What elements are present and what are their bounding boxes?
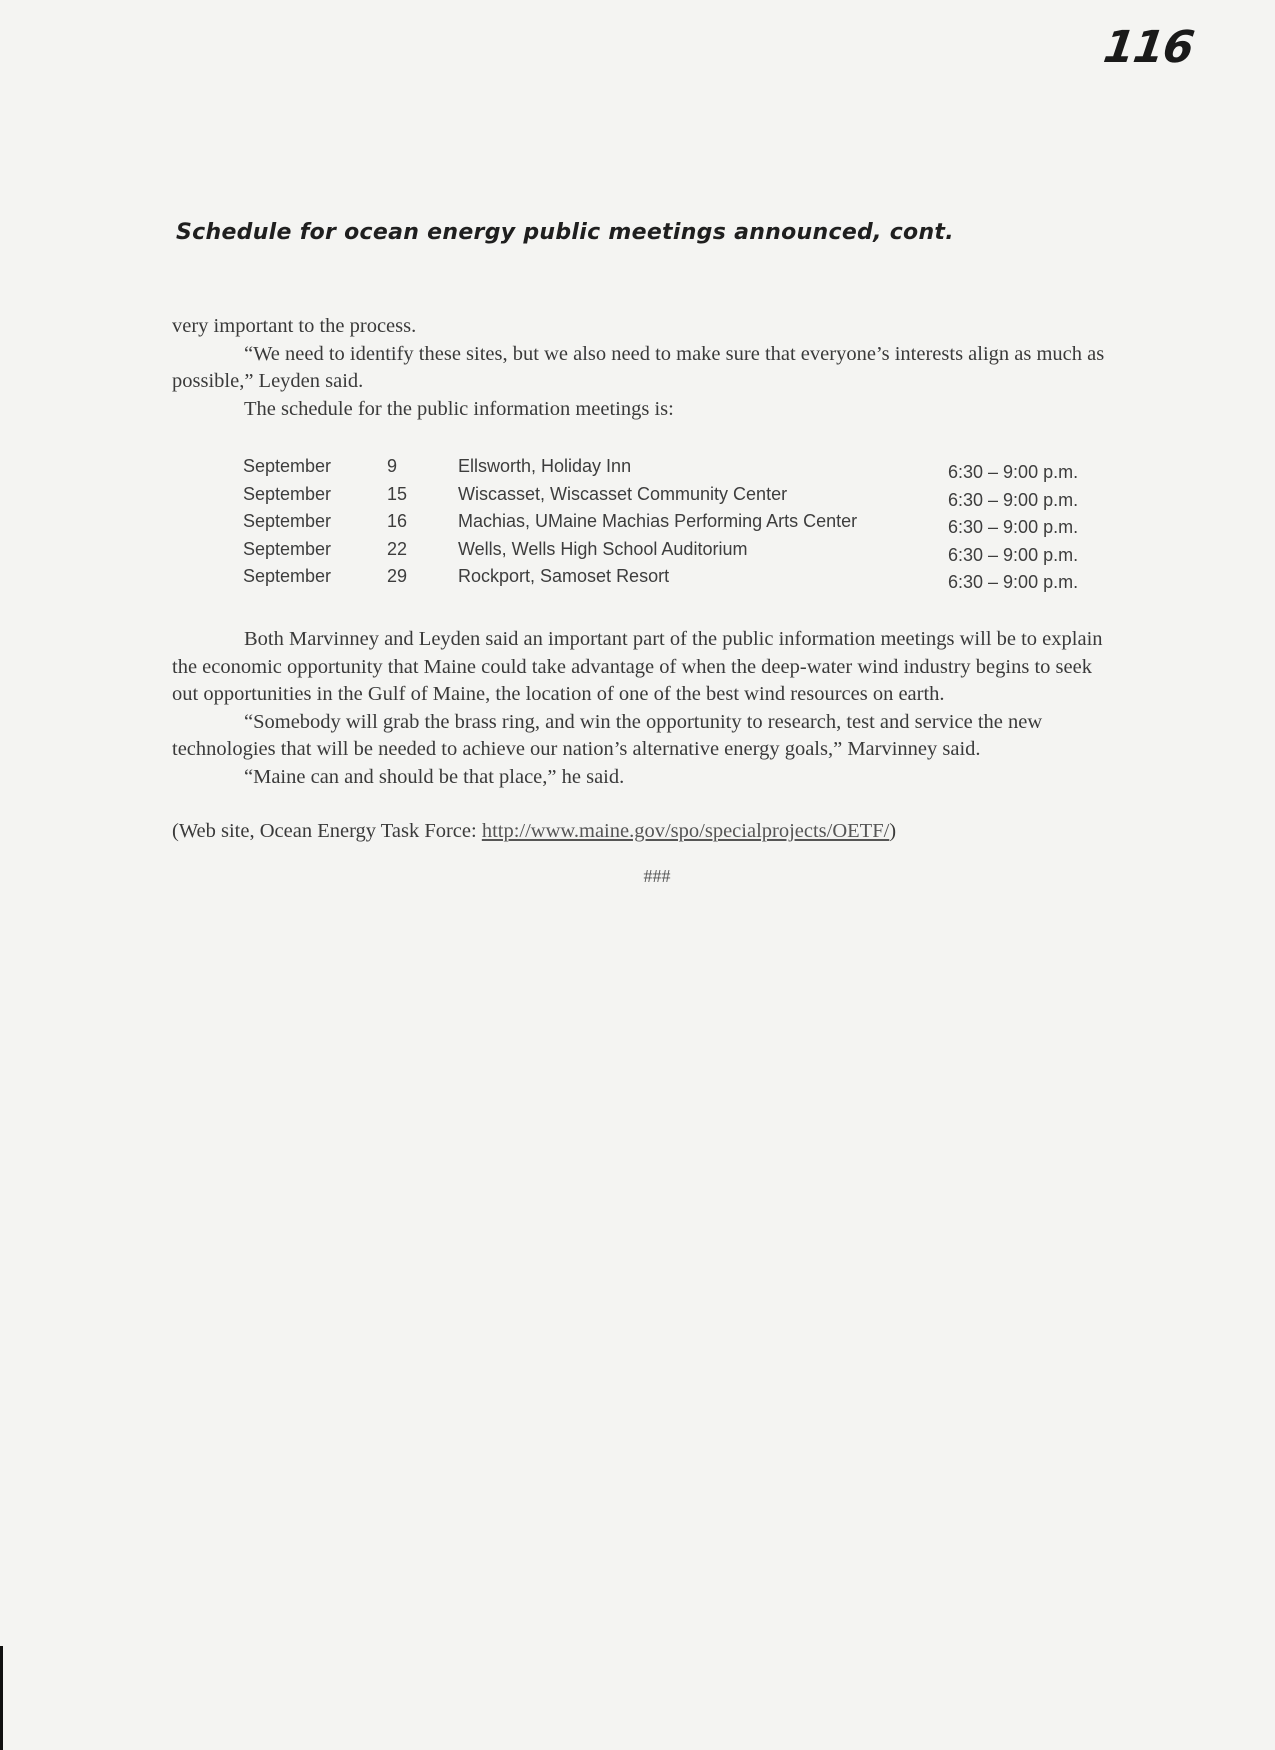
- schedule-row: [243, 539, 1093, 567]
- schedule-time: 6:30 – 9:00 p.m.: [948, 489, 1079, 510]
- schedule-location: Ellsworth, Holiday Inn: [458, 456, 632, 476]
- schedule-location: Wiscasset, Wiscasset Community Center: [458, 483, 788, 504]
- schedule-day: 9: [387, 456, 398, 476]
- schedule-location: Machias, UMaine Machias Performing Arts Center: [458, 511, 858, 531]
- article-body-top: [172, 313, 1122, 423]
- meeting-schedule: [243, 456, 1093, 594]
- spacer: [172, 791, 1122, 818]
- schedule-month: September: [243, 566, 332, 586]
- paragraph: “We need to identify these sites, but we also need to make sure that everyone’s interests align as much as possible,” Leyden said.: [172, 342, 1105, 392]
- paragraph: The schedule for the public information meetings is:: [244, 397, 674, 420]
- web-site-prefix: (Web site, Ocean Energy Task Force:: [172, 820, 482, 842]
- schedule-day: 15: [387, 483, 408, 504]
- schedule-time: 6:30 – 9:00 p.m.: [948, 572, 1079, 592]
- paragraph: “Somebody will grab the brass ring, and win the opportunity to research, test and service the new technologies that will be needed to achieve our nation’s alternative energy goals,” Marvinney said.: [172, 710, 1043, 760]
- article-heading: Schedule for ocean energy public meetings announced, cont.: [176, 220, 954, 245]
- paragraph: Both Marvinney and Leyden said an important part of the public information meetings will be to explain the economic opportunity that Maine could take advantage of when the deep-water wind industry begins to seek out opportunities in the Gulf of Maine, the location of one of the best wind resources on earth.: [172, 628, 1103, 705]
- schedule-day: 22: [387, 538, 408, 559]
- schedule-location: Rockport, Samoset Resort: [458, 566, 670, 586]
- schedule-day: 16: [387, 511, 408, 531]
- schedule-row: [243, 484, 1093, 512]
- end-mark: ###: [643, 865, 671, 886]
- schedule-row: [243, 566, 1093, 594]
- schedule-location: Wells, Wells High School Auditorium: [458, 538, 748, 559]
- schedule-time: 6:30 – 9:00 p.m.: [948, 544, 1079, 565]
- schedule-month: September: [243, 483, 332, 504]
- web-site-line: [172, 818, 1122, 846]
- schedule-month: September: [243, 511, 332, 531]
- schedule-row: [243, 456, 1093, 484]
- web-site-suffix: ): [889, 820, 897, 842]
- paragraph: “Maine can and should be that place,” he said.: [244, 765, 625, 788]
- schedule-time: 6:30 – 9:00 p.m.: [948, 462, 1079, 482]
- web-site-link[interactable]: http://www.maine.gov/spo/specialprojects/OETF/: [481, 820, 890, 842]
- schedule-month: September: [243, 456, 332, 476]
- scan-edge-mark: [0, 1646, 3, 1750]
- page-number: 116: [1100, 22, 1197, 73]
- schedule-month: September: [243, 538, 332, 559]
- article-body-bottom: [172, 626, 1122, 890]
- schedule-day: 29: [387, 566, 408, 586]
- schedule-time: 6:30 – 9:00 p.m.: [948, 517, 1079, 537]
- paragraph: very important to the process.: [172, 315, 417, 337]
- schedule-row: [243, 511, 1093, 539]
